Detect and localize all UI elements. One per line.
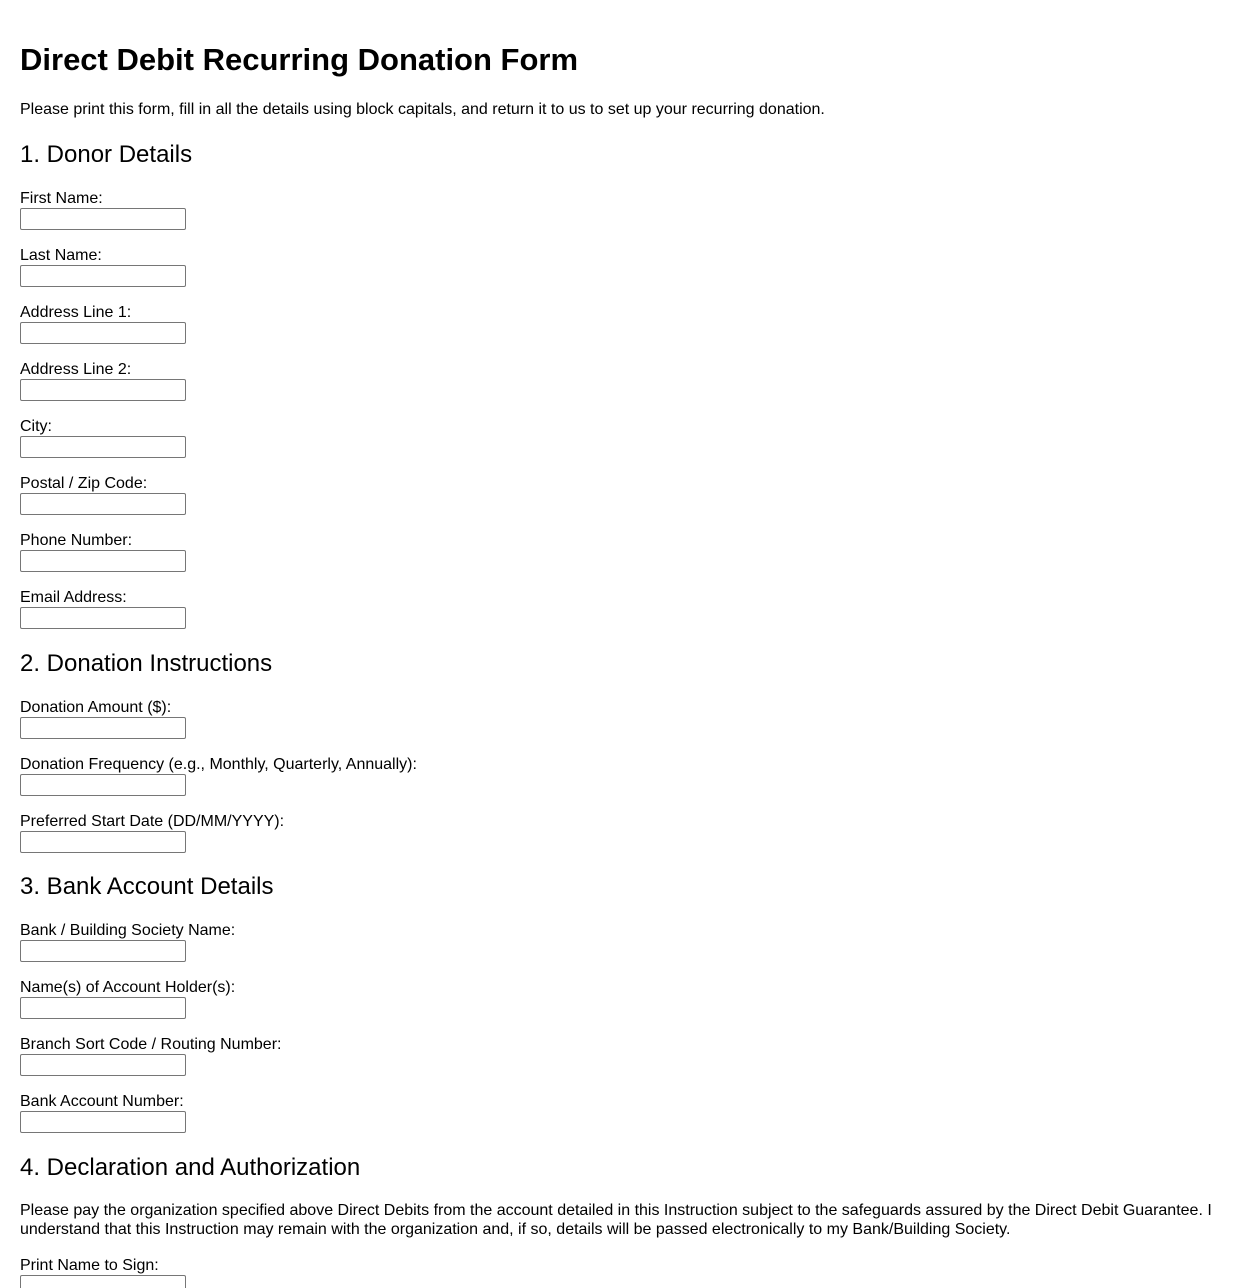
last-name-label: Last Name:	[20, 247, 102, 264]
phone-number-label: Phone Number:	[20, 532, 133, 549]
section-heading-donor-details: 1. Donor Details	[20, 141, 193, 168]
intro-text: Please print this form, fill in all the details using block capitals, and return it to us to set up your recurring donation.	[20, 101, 825, 118]
field-account-number	[20, 1092, 186, 1133]
donation-frequency-label: Donation Frequency (e.g., Monthly, Quarterly, Annually):	[20, 756, 417, 773]
print-name-label: Print Name to Sign:	[20, 1257, 159, 1274]
postal-code-input[interactable]	[20, 493, 186, 515]
account-holders-label: Name(s) of Account Holder(s):	[20, 979, 236, 996]
account-holders-input[interactable]	[20, 997, 186, 1019]
address-line-1-label: Address Line 1:	[20, 304, 132, 321]
field-first-name	[20, 189, 186, 230]
account-number-label: Bank Account Number:	[20, 1093, 184, 1110]
bank-name-input[interactable]	[20, 940, 186, 962]
start-date-input[interactable]	[20, 831, 186, 853]
field-sort-code	[20, 1035, 281, 1076]
donation-amount-input[interactable]	[20, 717, 186, 739]
first-name-input[interactable]	[20, 208, 186, 230]
phone-number-input[interactable]	[20, 550, 186, 572]
field-phone-number	[20, 531, 186, 572]
email-address-label: Email Address:	[20, 589, 127, 606]
field-donation-frequency	[20, 755, 417, 796]
field-address-line-1	[20, 303, 186, 344]
field-email-address	[20, 588, 186, 629]
declaration-text: Please pay the organization specified above Direct Debits from the account detailed in this Instruction subject to the safeguards assured by the Direct Debit Guarantee. I understand that this Instruction may remain with the organization and, if so, details will be passed electronically to my Bank/Building Society.	[20, 1202, 1212, 1238]
section-heading-declaration: 4. Declaration and Authorization	[20, 1154, 361, 1181]
start-date-label: Preferred Start Date (DD/MM/YYYY):	[20, 813, 285, 830]
last-name-input[interactable]	[20, 265, 186, 287]
field-address-line-2	[20, 360, 186, 401]
sort-code-input[interactable]	[20, 1054, 186, 1076]
field-donation-amount	[20, 698, 186, 739]
donation-amount-label: Donation Amount ($):	[20, 699, 172, 716]
field-bank-name	[20, 921, 235, 962]
section-heading-bank-account-details: 3. Bank Account Details	[20, 873, 274, 900]
section-heading-donation-instructions: 2. Donation Instructions	[20, 650, 273, 677]
page-title: Direct Debit Recurring Donation Form	[20, 42, 579, 77]
postal-code-label: Postal / Zip Code:	[20, 475, 148, 492]
first-name-label: First Name:	[20, 190, 103, 207]
address-line-2-input[interactable]	[20, 379, 186, 401]
donation-frequency-input[interactable]	[20, 774, 186, 796]
account-number-input[interactable]	[20, 1111, 186, 1133]
field-postal-code	[20, 474, 186, 515]
email-address-input[interactable]	[20, 607, 186, 629]
city-label: City:	[20, 418, 52, 435]
field-print-name	[20, 1256, 186, 1288]
field-last-name	[20, 246, 186, 287]
address-line-2-label: Address Line 2:	[20, 361, 132, 378]
field-account-holders	[20, 978, 235, 1019]
sort-code-label: Branch Sort Code / Routing Number:	[20, 1036, 282, 1053]
city-input[interactable]	[20, 436, 186, 458]
address-line-1-input[interactable]	[20, 322, 186, 344]
print-name-input[interactable]	[20, 1275, 186, 1288]
field-start-date	[20, 812, 284, 853]
field-city	[20, 417, 186, 458]
bank-name-label: Bank / Building Society Name:	[20, 922, 236, 939]
